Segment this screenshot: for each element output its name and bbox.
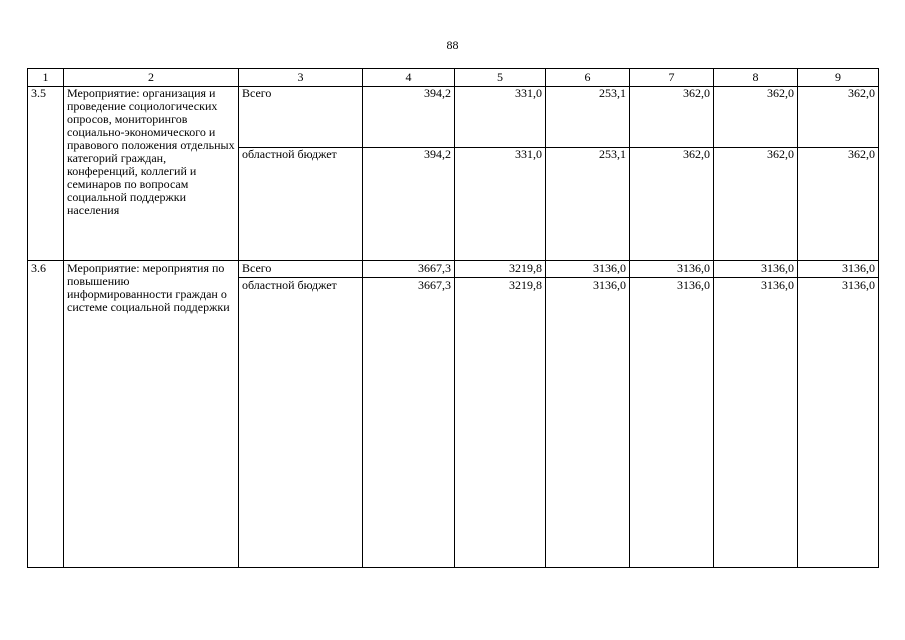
column-header: 2 xyxy=(64,69,239,87)
value-cell: 253,1 xyxy=(546,87,630,148)
value-cell: 362,0 xyxy=(630,87,714,148)
table-row xyxy=(28,87,879,148)
column-header: 3 xyxy=(239,69,363,87)
value-cell: 3136,0 xyxy=(630,278,714,568)
value-cell: 362,0 xyxy=(630,148,714,261)
row-description: Мероприятие: организация и проведение социологических опросов, мониторингов социально-экономического и правового положения отдельных категорий граждан, конференций, коллегий и семинаров по вопросам социальной поддержки населения xyxy=(64,87,239,261)
row-description: Мероприятие: мероприятия по повышению информированности граждан о системе социальной поддержки xyxy=(64,261,239,568)
funding-source: областной бюджет xyxy=(239,148,363,261)
value-cell: 253,1 xyxy=(546,148,630,261)
column-header: 1 xyxy=(28,69,64,87)
row-code: 3.5 xyxy=(28,87,64,261)
funding-source: Всего xyxy=(239,261,363,278)
column-header: 7 xyxy=(630,69,714,87)
column-header: 5 xyxy=(455,69,546,87)
value-cell: 3136,0 xyxy=(714,261,798,278)
value-cell: 3219,8 xyxy=(455,261,546,278)
funding-source: областной бюджет xyxy=(239,278,363,568)
value-cell: 362,0 xyxy=(714,148,798,261)
value-cell: 3136,0 xyxy=(546,261,630,278)
value-cell: 362,0 xyxy=(714,87,798,148)
value-cell: 3136,0 xyxy=(714,278,798,568)
column-header: 9 xyxy=(798,69,879,87)
value-cell: 3136,0 xyxy=(546,278,630,568)
value-cell: 394,2 xyxy=(363,148,455,261)
page-number: 88 xyxy=(446,38,459,52)
value-cell: 3136,0 xyxy=(798,278,879,568)
value-cell: 3219,8 xyxy=(455,278,546,568)
table-header-row xyxy=(28,69,879,87)
column-header: 8 xyxy=(714,69,798,87)
value-cell: 362,0 xyxy=(798,87,879,148)
value-cell: 3667,3 xyxy=(363,261,455,278)
budget-table xyxy=(27,68,879,568)
value-cell: 331,0 xyxy=(455,87,546,148)
column-header: 6 xyxy=(546,69,630,87)
row-code: 3.6 xyxy=(28,261,64,568)
value-cell: 3136,0 xyxy=(630,261,714,278)
value-cell: 3136,0 xyxy=(798,261,879,278)
value-cell: 3667,3 xyxy=(363,278,455,568)
value-cell: 331,0 xyxy=(455,148,546,261)
value-cell: 394,2 xyxy=(363,87,455,148)
table-row xyxy=(28,261,879,278)
funding-source: Всего xyxy=(239,87,363,148)
column-header: 4 xyxy=(363,69,455,87)
value-cell: 362,0 xyxy=(798,148,879,261)
